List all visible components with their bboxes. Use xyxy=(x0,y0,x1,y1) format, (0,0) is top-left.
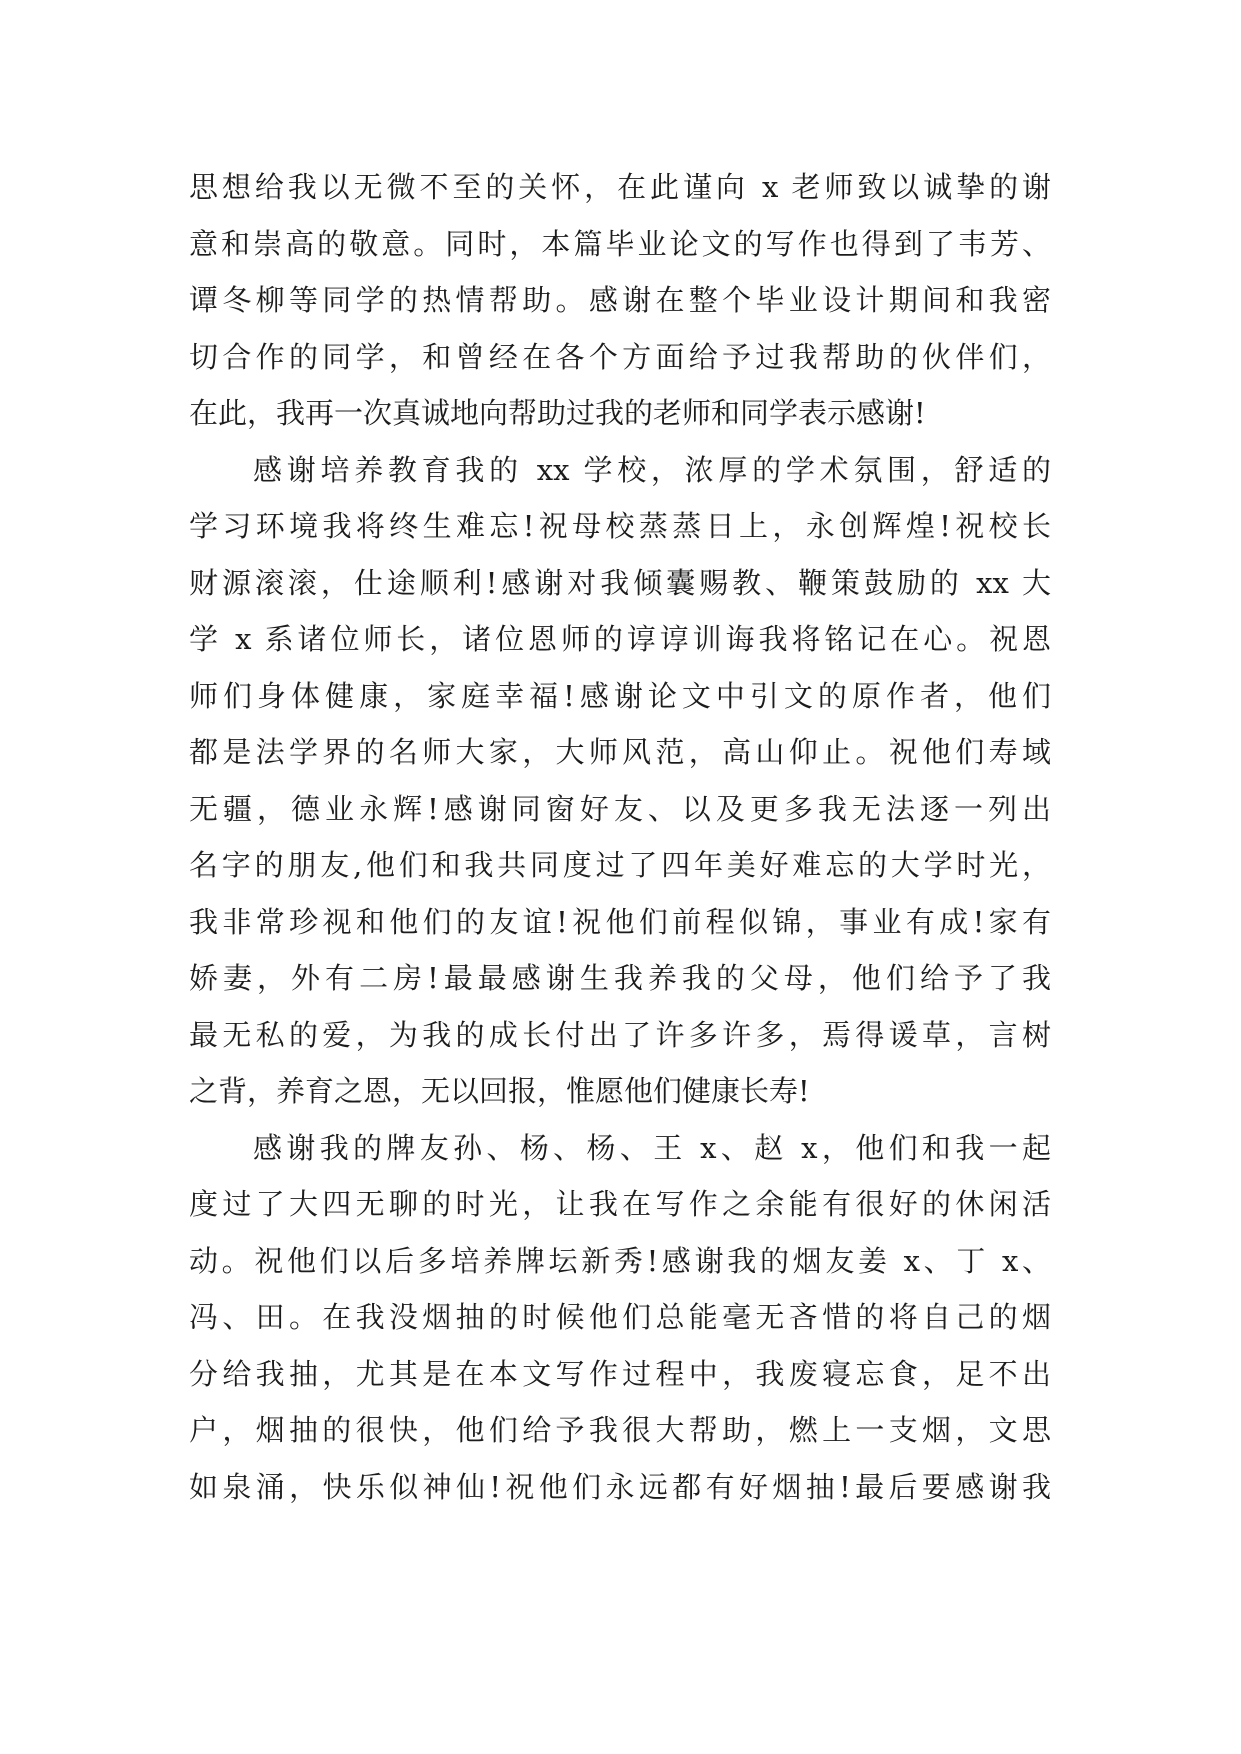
text-line: 我非常珍视和他们的友谊!祝他们前程似锦，事业有成!家有 xyxy=(189,904,1051,939)
text-line: 师们身体健康，家庭幸福!感谢论文中引文的原作者，他们 xyxy=(189,678,1051,713)
text-line: 户，烟抽的很快，他们给予我很大帮助，燃上一支烟，文思 xyxy=(189,1413,1051,1447)
text-line: 切合作的同学，和曾经在各个方面给予过我帮助的伙伴们， xyxy=(189,339,1051,374)
text-line: 动。祝他们以后多培养牌坛新秀!感谢我的烟友姜 x、丁 x、 xyxy=(189,1243,1051,1278)
paragraph xyxy=(189,1120,1051,1516)
text-line: 在此，我再一次真诚地向帮助过我的老师和同学表示感谢! xyxy=(189,396,926,430)
text-line: 学习环境我将终生难忘!祝母校蒸蒸日上，永创辉煌!祝校长 xyxy=(189,509,1051,543)
text-line: 分给我抽，尤其是在本文写作过程中，我废寝忘食，足不出 xyxy=(189,1356,1051,1391)
text-line: 感谢培养教育我的 xx 学校，浓厚的学术氛围，舒适的 xyxy=(253,452,1051,487)
text-line: 无疆，德业永辉!感谢同窗好友、以及更多我无法逐一列出 xyxy=(189,791,1051,826)
text-line: 娇妻，外有二房!最最感谢生我养我的父母，他们给予了我 xyxy=(189,961,1051,995)
text-line: 思想给我以无微不至的关怀，在此谨向 x 老师致以诚挚的谢 xyxy=(189,170,1051,204)
text-line: 冯、田。在我没烟抽的时候他们总能毫无吝惜的将自己的烟 xyxy=(189,1300,1051,1334)
text-line: 意和崇高的敬意。同时，本篇毕业论文的写作也得到了韦芳、 xyxy=(189,226,1051,261)
text-line: 之背，养育之恩，无以回报，惟愿他们健康长寿! xyxy=(189,1074,810,1108)
text-line: 最无私的爱，为我的成长付出了许多许多，焉得谖草，言树 xyxy=(189,1017,1051,1052)
text-line: 财源滚滚，仕途顺利!感谢对我倾囊赐教、鞭策鼓励的 xx 大 xyxy=(189,565,1051,600)
paragraph xyxy=(189,442,1051,1120)
document-body xyxy=(189,159,1051,1515)
text-line: 感谢我的牌友孙、杨、杨、王 x、赵 x，他们和我一起 xyxy=(253,1130,1051,1165)
text-line: 学 x 系诸位师长，诸位恩师的谆谆训诲我将铭记在心。祝恩 xyxy=(189,622,1051,656)
text-line: 名字的朋友,他们和我共同度过了四年美好难忘的大学时光， xyxy=(189,848,1051,882)
text-line: 度过了大四无聊的时光，让我在写作之余能有很好的休闲活 xyxy=(189,1187,1051,1221)
text-line: 如泉涌，快乐似神仙!祝他们永远都有好烟抽!最后要感谢我 xyxy=(189,1469,1051,1504)
text-line: 谭冬柳等同学的热情帮助。感谢在整个毕业设计期间和我密 xyxy=(189,283,1051,317)
text-line: 都是法学界的名师大家，大师风范，高山仰止。祝他们寿域 xyxy=(189,735,1051,769)
paragraph xyxy=(189,159,1051,442)
